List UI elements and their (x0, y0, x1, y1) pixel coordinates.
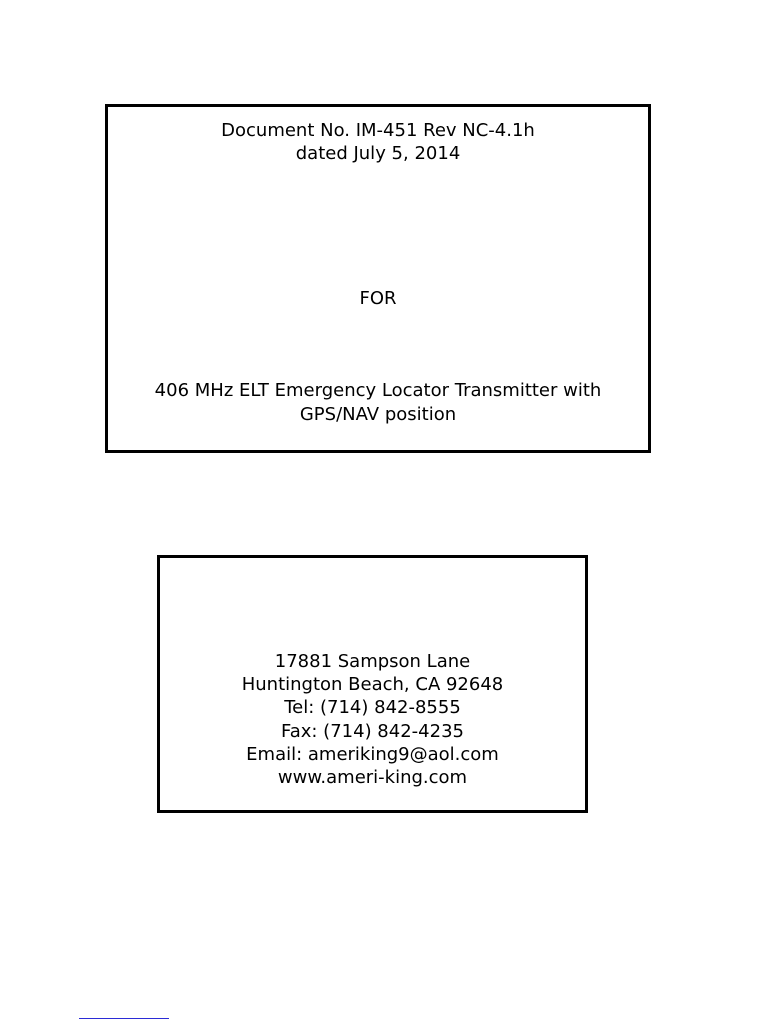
company-address-box (157, 555, 588, 813)
street-address: 17881 Sampson Lane (274, 651, 471, 672)
document-title-box (105, 104, 651, 453)
document-number: Document No. IM-451 Rev NC-4.1h (221, 120, 535, 141)
document-date: dated July 5, 2014 (295, 143, 461, 164)
email: Email: ameriking9@aol.com (246, 744, 499, 765)
product-title-line-1: 406 MHz ELT Emergency Locator Transmitter with (154, 380, 602, 401)
footnote-separator-rule (79, 1018, 169, 1019)
website: www.ameri-king.com (277, 767, 468, 788)
telephone: Tel: (714) 842-8555 (284, 697, 461, 718)
product-title-line-2: GPS/NAV position (299, 404, 457, 425)
fax: Fax: (714) 842-4235 (281, 721, 464, 742)
city-state-zip: Huntington Beach, CA 92648 (241, 674, 504, 695)
for-label: FOR (359, 288, 397, 309)
